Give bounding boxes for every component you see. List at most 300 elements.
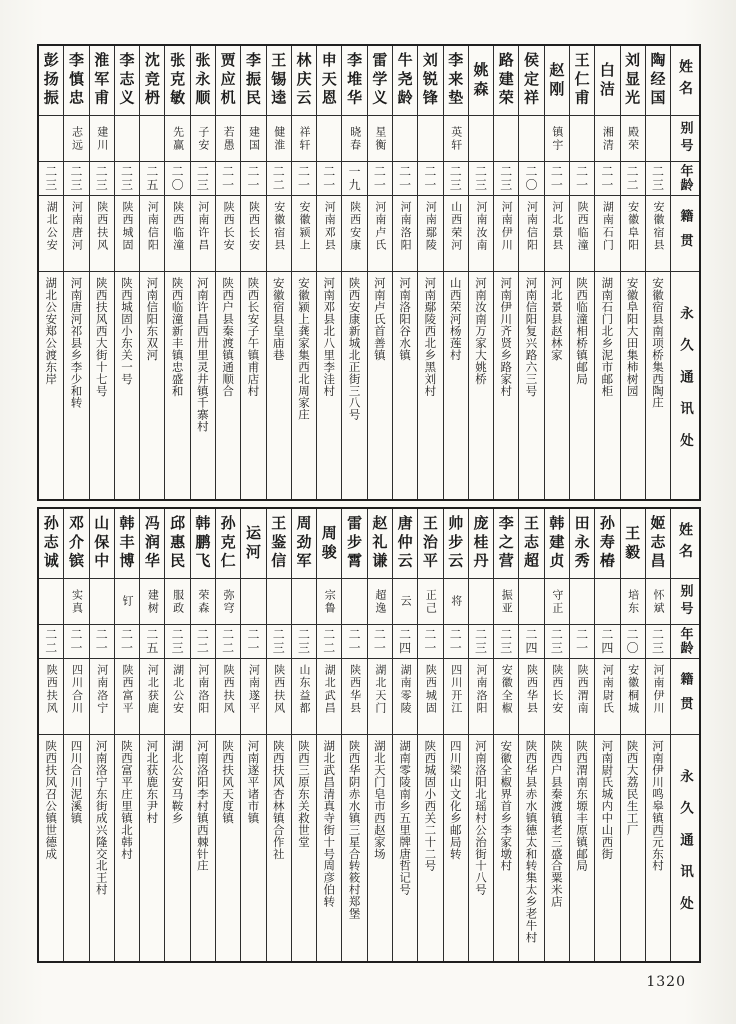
person-column [621, 46, 646, 499]
address-cell: 陕西扶风西大街十七号 [94, 277, 109, 397]
name-cell: 帅步云 [444, 509, 468, 579]
age-cell: 二二 [39, 625, 63, 659]
address-cell: 陕西临潼相桥镇邮局 [575, 277, 590, 385]
native-cell: 河南遂平 [241, 659, 265, 735]
native-cell: 安徽宿县 [646, 196, 670, 272]
native-cell: 安徽阜阳 [621, 196, 645, 272]
alias-cell [418, 116, 442, 162]
native-cell: 河南信阳 [519, 196, 543, 272]
person-column [595, 46, 620, 499]
name-cell: 庞桂丹 [469, 509, 493, 579]
name-cell: 雷步霄 [342, 509, 366, 579]
header-age: 年龄 [671, 162, 699, 196]
person-column [519, 509, 544, 961]
native-cell: 湖北公安 [39, 196, 63, 272]
person-column [494, 46, 519, 499]
person-column [342, 509, 367, 961]
name-cell: 张永顺 [191, 46, 215, 116]
person-column [444, 46, 469, 499]
person-column [39, 46, 64, 499]
name-cell: 王志超 [519, 509, 543, 579]
native-cell: 河南信阳 [140, 196, 164, 272]
name-cell: 王仁甫 [570, 46, 594, 116]
name-cell: 雷学义 [368, 46, 392, 116]
alias-cell [241, 579, 265, 625]
age-cell: 二三 [165, 625, 189, 659]
age-cell: 二一 [570, 625, 594, 659]
name-cell: 李振民 [241, 46, 265, 116]
age-cell: 二三 [267, 625, 291, 659]
address-cell: 陕西户县秦渡镇通顺合 [221, 277, 236, 397]
alias-cell [570, 116, 594, 162]
person-column [191, 46, 216, 499]
age-cell: 二一 [418, 162, 442, 196]
age-cell: 二一 [90, 625, 114, 659]
native-cell: 河南许昌 [191, 196, 215, 272]
age-cell: 二一 [115, 625, 139, 659]
alias-cell: 先赢 [165, 116, 189, 162]
address-cell: 安徽阜阳大田集柿树园 [625, 277, 640, 397]
name-cell: 韩鹏飞 [191, 509, 215, 579]
person-column [368, 46, 393, 499]
address-cell: 陕西华县赤水镇德太和转集太乡老牛村 [524, 740, 539, 944]
age-cell: 二三 [469, 625, 493, 659]
age-cell: 二一 [64, 625, 88, 659]
native-cell: 湖北天门 [368, 659, 392, 735]
person-column [216, 509, 241, 961]
person-column [140, 509, 165, 961]
person-column [570, 46, 595, 499]
name-cell: 刘显光 [621, 46, 645, 116]
page-number: 1320 [646, 974, 686, 990]
person-column [469, 46, 494, 499]
native-cell: 陕西扶风 [216, 659, 240, 735]
name-cell: 运河 [241, 509, 265, 579]
name-cell: 侯定祥 [519, 46, 543, 116]
native-cell: 河南洛宁 [90, 659, 114, 735]
person-column [165, 509, 190, 961]
person-column [317, 46, 342, 499]
age-cell: 二二 [267, 162, 291, 196]
address-cell: 陕西临潼新丰镇忠盛和 [170, 277, 185, 397]
name-cell: 李之营 [494, 509, 518, 579]
alias-cell: 星衡 [368, 116, 392, 162]
address-cell: 陕西渭南东塬丰原镇邮局 [575, 740, 590, 872]
name-cell: 沈竞枬 [140, 46, 164, 116]
address-cell: 河南伊川齐贤乡路家村 [499, 277, 514, 397]
name-cell: 孙寿椿 [595, 509, 619, 579]
age-cell: 二二 [317, 625, 341, 659]
person-column [39, 509, 64, 961]
alias-cell: 健淮 [267, 116, 291, 162]
age-cell: 二〇 [165, 162, 189, 196]
age-cell: 二一 [317, 162, 341, 196]
address-cell: 陕西扶风天度镇 [221, 740, 236, 824]
alias-cell [342, 579, 366, 625]
person-column [115, 509, 140, 961]
address-cell: 陕西长安子午镇甫店村 [246, 277, 261, 397]
native-cell: 陕西渭南 [570, 659, 594, 735]
alias-cell [469, 579, 493, 625]
address-cell: 陕西扶风召公镇世德成 [44, 740, 59, 860]
person-column [64, 46, 89, 499]
age-cell: 二三 [494, 162, 518, 196]
address-cell: 河南卢氏首善镇 [372, 277, 387, 361]
alias-cell: 怀斌 [646, 579, 670, 625]
alias-cell: 子安 [191, 116, 215, 162]
header-address: 永久通讯处 [677, 306, 694, 465]
alias-cell [39, 579, 63, 625]
name-cell: 申天恩 [317, 46, 341, 116]
address-cell: 河南邓县北八里李洼村 [322, 277, 337, 397]
age-cell: 二三 [646, 162, 670, 196]
age-cell: 二一 [393, 162, 417, 196]
name-cell: 唐仲云 [393, 509, 417, 579]
alias-cell [115, 116, 139, 162]
age-cell: 二四 [519, 625, 543, 659]
person-column [241, 46, 266, 499]
age-cell: 二三 [191, 162, 215, 196]
age-cell: 二三 [469, 162, 493, 196]
age-cell: 二一 [368, 162, 392, 196]
age-cell: 二三 [292, 625, 316, 659]
address-cell: 湖北公安马鞍乡 [170, 740, 185, 824]
name-cell: 林庆云 [292, 46, 316, 116]
name-cell: 路建荣 [494, 46, 518, 116]
native-cell: 陕西长安 [545, 659, 569, 735]
address-cell: 陕西户县秦渡镇老三盛合粟米店 [549, 740, 564, 908]
alias-cell: 宗鲁 [317, 579, 341, 625]
native-cell: 安徽宿县 [267, 196, 291, 272]
address-cell: 湖北天门皂市西赵家场 [372, 740, 387, 860]
person-column [418, 509, 443, 961]
person-column [342, 46, 367, 499]
alias-cell: 守正 [545, 579, 569, 625]
address-cell: 河南洛阳谷水镇 [398, 277, 413, 361]
native-cell: 河南鄢陵 [418, 196, 442, 272]
native-cell: 陕西安康 [342, 196, 366, 272]
age-cell: 二五 [140, 625, 164, 659]
address-cell: 陕西城固小东关一号 [120, 277, 135, 385]
name-cell: 韩丰博 [115, 509, 139, 579]
header-name: 姓名 [671, 46, 699, 116]
person-column [267, 509, 292, 961]
native-cell: 河南唐河 [64, 196, 88, 272]
age-cell: 二四 [393, 625, 417, 659]
alias-cell: 云 [393, 579, 417, 625]
alias-cell [90, 579, 114, 625]
alias-cell: 祥轩 [292, 116, 316, 162]
alias-cell: 建川 [90, 116, 114, 162]
person-column [191, 509, 216, 961]
address-cell: 陕西三原东关救世堂 [297, 740, 311, 848]
address-cell: 河南尉氏城内中山西街 [600, 740, 615, 860]
address-cell: 河南许昌西卅里灵井镇千寨村 [195, 277, 210, 433]
header-native: 籍贯 [671, 196, 699, 272]
address-cell: 河南洛阳李村镇西棘针庄 [195, 740, 210, 872]
name-cell: 赵礼谦 [368, 509, 392, 579]
address-cell: 安徽宿县南项桥集西陶庄 [650, 277, 665, 409]
age-cell: 二一 [342, 625, 366, 659]
age-cell: 二三 [494, 625, 518, 659]
native-cell: 河南卢氏 [368, 196, 392, 272]
alias-cell: 服政 [165, 579, 189, 625]
alias-cell: 镇宇 [545, 116, 569, 162]
name-cell: 淮军甫 [90, 46, 114, 116]
name-cell: 姚森 [469, 46, 493, 116]
name-cell: 山保中 [90, 509, 114, 579]
native-cell: 陕西临潼 [165, 196, 189, 272]
header-native: 籍贯 [671, 659, 699, 735]
register-table-top [37, 44, 701, 501]
person-column [595, 509, 620, 961]
address-cell: 河南汝南万家大姚桥 [473, 277, 488, 385]
address-cell: 四川合川泥溪镇 [69, 740, 84, 824]
person-column [317, 509, 342, 961]
person-column [519, 46, 544, 499]
native-cell: 河南邓县 [317, 196, 341, 272]
address-cell: 陕西华阴赤水镇三星合转筱村郑堡 [347, 740, 362, 920]
address-cell: 陕西扶风杏林镇合作社 [271, 740, 286, 860]
person-column [444, 509, 469, 961]
address-cell: 湖北武昌清真寺街十号周彦伯转 [322, 740, 337, 908]
native-cell: 河南洛阳 [393, 196, 417, 272]
age-cell: 二二 [621, 162, 645, 196]
native-cell: 湖南零陵 [393, 659, 417, 735]
name-cell: 姬志昌 [646, 509, 670, 579]
native-cell: 河北获鹿 [140, 659, 164, 735]
name-cell: 牛尧龄 [393, 46, 417, 116]
alias-cell [292, 579, 316, 625]
name-cell: 韩建贞 [545, 509, 569, 579]
address-cell: 河南鄢陵西北乡黑刘村 [423, 277, 438, 397]
person-column [241, 509, 266, 961]
address-cell: 四川梁山文化乡邮局转 [448, 740, 463, 860]
header-alias: 别号 [671, 116, 699, 162]
age-cell: 二一 [216, 162, 240, 196]
alias-cell: 正己 [418, 579, 442, 625]
name-cell: 邱惠民 [165, 509, 189, 579]
native-cell: 河南伊川 [494, 196, 518, 272]
name-cell: 李来垫 [444, 46, 468, 116]
alias-cell: 超逸 [368, 579, 392, 625]
age-cell: 二一 [418, 625, 442, 659]
alias-cell [595, 579, 619, 625]
native-cell: 陕西长安 [216, 196, 240, 272]
native-cell: 陕西扶风 [39, 659, 63, 735]
header-name: 姓名 [671, 509, 699, 579]
alias-cell: 志远 [64, 116, 88, 162]
alias-cell [469, 116, 493, 162]
address-cell: 河北景县赵林家 [549, 277, 564, 361]
alias-cell: 弥穹 [216, 579, 240, 625]
person-column [90, 46, 115, 499]
person-column [267, 46, 292, 499]
native-cell: 陕西临潼 [570, 196, 594, 272]
alias-cell: 振亚 [494, 579, 518, 625]
age-cell: 二一 [444, 625, 468, 659]
alias-cell: 建国 [241, 116, 265, 162]
alias-cell [393, 116, 417, 162]
name-cell: 白洁 [595, 46, 619, 116]
age-cell: 二〇 [519, 162, 543, 196]
person-column [418, 46, 443, 499]
alias-cell: 殿荣 [621, 116, 645, 162]
name-cell: 孙志诚 [39, 509, 63, 579]
address-cell: 河南伊川鸣皋镇西元东村 [650, 740, 665, 872]
address-cell: 山西荣河杨莲村 [448, 277, 463, 361]
person-column [469, 509, 494, 961]
native-cell: 陕西城固 [115, 196, 139, 272]
native-cell: 安徽全椒 [494, 659, 518, 735]
header-alias: 别号 [671, 579, 699, 625]
register-table-bottom [37, 507, 701, 963]
person-column [368, 509, 393, 961]
name-cell: 陶经国 [646, 46, 670, 116]
age-cell: 二一 [368, 625, 392, 659]
alias-cell: 湘清 [595, 116, 619, 162]
name-cell: 张克敏 [165, 46, 189, 116]
age-cell: 二二 [216, 625, 240, 659]
name-cell: 贾应机 [216, 46, 240, 116]
native-cell: 陕西长安 [241, 196, 265, 272]
address-cell: 陕西安康新城北正街三八号 [347, 277, 362, 421]
age-cell: 二一 [545, 162, 569, 196]
alias-cell [519, 579, 543, 625]
alias-cell: 钉 [115, 579, 139, 625]
address-cell: 河南信阳复兴路六三号 [524, 277, 539, 397]
native-cell: 安徽桐城 [621, 659, 645, 735]
native-cell: 河南汝南 [469, 196, 493, 272]
address-cell: 陕西城固小西关二十二号 [423, 740, 438, 872]
address-cell: 陕西富平庄里镇北韩村 [120, 740, 135, 860]
native-cell: 安徽颍上 [292, 196, 316, 272]
alias-cell: 晓春 [342, 116, 366, 162]
native-cell: 陕西华县 [342, 659, 366, 735]
person-column [216, 46, 241, 499]
person-column [545, 46, 570, 499]
native-cell: 河南洛阳 [469, 659, 493, 735]
alias-cell: 培东 [621, 579, 645, 625]
age-cell: 二三 [444, 162, 468, 196]
person-column [292, 46, 317, 499]
alias-cell [140, 116, 164, 162]
person-column [570, 509, 595, 961]
name-cell: 彭扬振 [39, 46, 63, 116]
age-cell: 二三 [39, 162, 63, 196]
native-cell: 陕西华县 [519, 659, 543, 735]
native-cell: 陕西扶风 [267, 659, 291, 735]
alias-cell [39, 116, 63, 162]
name-cell: 周劲军 [292, 509, 316, 579]
age-cell: 二一 [570, 162, 594, 196]
person-column [494, 509, 519, 961]
age-cell: 二四 [595, 625, 619, 659]
alias-cell: 将 [444, 579, 468, 625]
alias-cell [317, 116, 341, 162]
header-column [671, 509, 699, 961]
person-column [140, 46, 165, 499]
age-cell: 二三 [115, 162, 139, 196]
person-column [165, 46, 190, 499]
person-column [115, 46, 140, 499]
alias-cell: 英轩 [444, 116, 468, 162]
alias-cell [519, 116, 543, 162]
alias-cell: 建树 [140, 579, 164, 625]
native-cell: 湖北公安 [165, 659, 189, 735]
address-cell: 河南遂平诸市镇 [246, 740, 261, 824]
alias-cell [267, 579, 291, 625]
name-cell: 王治平 [418, 509, 442, 579]
native-cell: 陕西富平 [115, 659, 139, 735]
native-cell: 河南伊川 [646, 659, 670, 735]
age-cell: 二三 [646, 625, 670, 659]
age-cell: 二一 [595, 162, 619, 196]
native-cell: 四川开江 [444, 659, 468, 735]
name-cell: 冯润华 [140, 509, 164, 579]
person-column [646, 509, 671, 961]
person-column [545, 509, 570, 961]
native-cell: 山东益都 [292, 659, 316, 735]
native-cell: 山西荣河 [444, 196, 468, 272]
alias-cell: 实真 [64, 579, 88, 625]
person-column [393, 46, 418, 499]
alias-cell: 若愚 [216, 116, 240, 162]
age-cell: 二三 [545, 625, 569, 659]
age-cell: 二一 [241, 162, 265, 196]
address-cell: 河南洛阳北瑶村公治街十八号 [473, 740, 488, 896]
address-cell: 安徽全椒界首乡李家墩村 [499, 740, 514, 872]
name-cell: 周骏 [317, 509, 341, 579]
address-cell: 湖南石门北乡泥市邮柜 [600, 277, 615, 397]
person-column [393, 509, 418, 961]
address-cell: 安徽宿县皇庙巷 [271, 277, 286, 361]
person-column [646, 46, 671, 499]
alias-cell [570, 579, 594, 625]
name-cell: 王毅 [621, 509, 645, 579]
name-cell: 邓介镔 [64, 509, 88, 579]
age-cell: 二〇 [621, 625, 645, 659]
alias-cell [494, 116, 518, 162]
native-cell: 湖北武昌 [317, 659, 341, 735]
native-cell: 河北景县 [545, 196, 569, 272]
native-cell: 陕西城固 [418, 659, 442, 735]
person-column [64, 509, 89, 961]
age-cell: 二一 [241, 625, 265, 659]
address-cell: 安徽颍上龚家集西北周家庄 [297, 277, 311, 421]
age-cell: 二三 [90, 162, 114, 196]
name-cell: 李慎忠 [64, 46, 88, 116]
address-cell: 河南信阳东双河 [145, 277, 160, 361]
header-column [671, 46, 699, 499]
native-cell: 四川合川 [64, 659, 88, 735]
alias-cell: 荣森 [191, 579, 215, 625]
person-column [621, 509, 646, 961]
name-cell: 李堆华 [342, 46, 366, 116]
address-cell: 河南唐河祁县乡李少和转 [69, 277, 84, 409]
name-cell: 赵刚 [545, 46, 569, 116]
address-cell: 河北获鹿东尹村 [145, 740, 160, 824]
address-cell: 湖南零陵南乡五里牌唐哲记号 [398, 740, 413, 896]
name-cell: 李志义 [115, 46, 139, 116]
name-cell: 刘锐锋 [418, 46, 442, 116]
native-cell: 河南洛阳 [191, 659, 215, 735]
age-cell: 二二 [191, 625, 215, 659]
native-cell: 陕西扶风 [90, 196, 114, 272]
age-cell: 二一 [292, 162, 316, 196]
header-age: 年龄 [671, 625, 699, 659]
name-cell: 田永秀 [570, 509, 594, 579]
